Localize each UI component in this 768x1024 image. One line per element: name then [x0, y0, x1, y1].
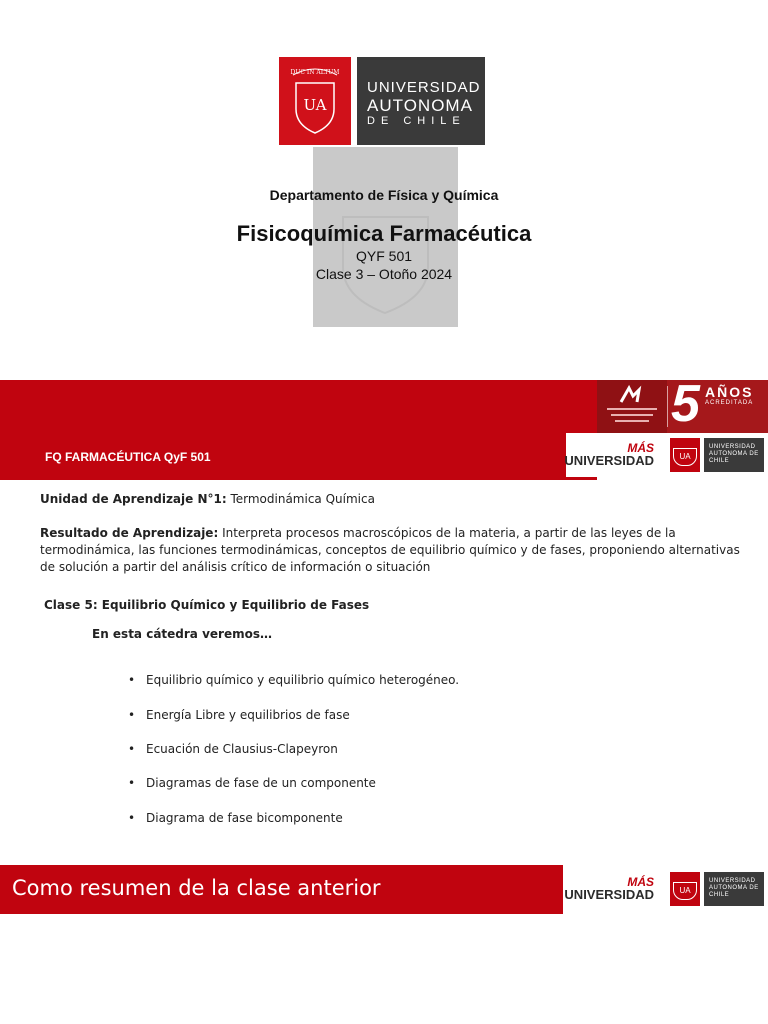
wordmark-line-3: DE CHILE	[367, 115, 466, 127]
slide3-title: Como resumen de la clase anterior	[12, 876, 381, 900]
agency-icon	[597, 380, 667, 433]
learning-unit-label: Unidad de Aprendizaje N°1:	[40, 492, 227, 506]
topic-text: Equilibrio químico y equilibrio químico heterogéneo.	[146, 673, 460, 687]
accreditation-divider	[667, 386, 668, 427]
learning-unit-value: Termodinámica Química	[226, 492, 375, 506]
mas-universidad-logo-slide3	[566, 867, 766, 911]
ua-shield-logo	[279, 57, 351, 145]
course-title: Fisicoquímica Farmacéutica	[236, 221, 532, 246]
learning-unit	[40, 492, 375, 506]
department-heading: Departamento de Física y Química	[269, 187, 499, 203]
slide2-header-title: FQ FARMACÉUTICA QyF 501	[45, 450, 211, 464]
learning-outcome	[40, 525, 756, 576]
slide2-header-band	[0, 380, 597, 480]
brand-universidad: UNIVERSIDAD	[564, 453, 654, 468]
brand-mas: MÁS	[627, 441, 654, 455]
topic-text: Diagrama de fase bicomponente	[146, 811, 343, 825]
class-title: Clase 5: Equilibrio Químico y Equilibrio de Fases	[44, 598, 370, 612]
brand-universidad: UNIVERSIDAD	[564, 887, 654, 902]
bullet-icon: •	[128, 811, 136, 825]
bullet-icon: •	[128, 742, 136, 756]
class-intro: En esta cátedra veremos…	[92, 627, 272, 641]
university-wordmark	[357, 57, 485, 145]
brand-initials: UA	[673, 882, 697, 900]
accreditation-agency-logo	[597, 380, 667, 433]
logo-initials: UA	[303, 96, 327, 114]
accreditation-badge	[597, 375, 768, 433]
bullet-icon: •	[128, 708, 136, 722]
brand-wordmark: UNIVERSIDAD AUTONOMA DE CHILE	[704, 872, 764, 906]
bullet-icon: •	[128, 776, 136, 790]
brand-shield-icon	[670, 438, 700, 472]
brand-initials: UA	[673, 448, 697, 466]
brand-wordmark: UNIVERSIDAD AUTONOMA DE CHILE	[704, 438, 764, 472]
mas-universidad-logo-slide2	[566, 433, 766, 477]
brand-mas: MÁS	[627, 875, 654, 889]
wordmark-line-1: UNIVERSIDAD	[367, 79, 481, 96]
accreditation-years-label: AÑOS	[705, 384, 754, 400]
brand-shield-icon	[670, 872, 700, 906]
topic-text: Energía Libre y equilibrios de fase	[146, 708, 350, 722]
accreditation-years-number: 5	[671, 375, 700, 433]
shield-icon	[279, 57, 351, 145]
logo-motto: DUC IN ALTUM	[290, 69, 340, 76]
course-code: QYF 501	[355, 248, 413, 264]
accreditation-status: ACREDITADA	[705, 400, 754, 406]
wordmark-line-2: AUTONOMA	[367, 96, 473, 115]
topic-text: Diagramas de fase de un componente	[146, 776, 376, 790]
session-label: Clase 3 – Otoño 2024	[315, 266, 453, 282]
bullet-icon: •	[128, 673, 136, 687]
learning-outcome-value: Interpreta procesos macroscópicos de la materia, a partir de las leyes de la termodinámica, las funciones termodinámicas, conceptos de equilibrio químico y de fases, proponiendo alternativas de solución a partir del análisis crítico de información o situación	[40, 526, 740, 574]
learning-outcome-label: Resultado de Aprendizaje:	[40, 526, 219, 540]
topic-text: Ecuación de Clausius-Clapeyron	[146, 742, 338, 756]
